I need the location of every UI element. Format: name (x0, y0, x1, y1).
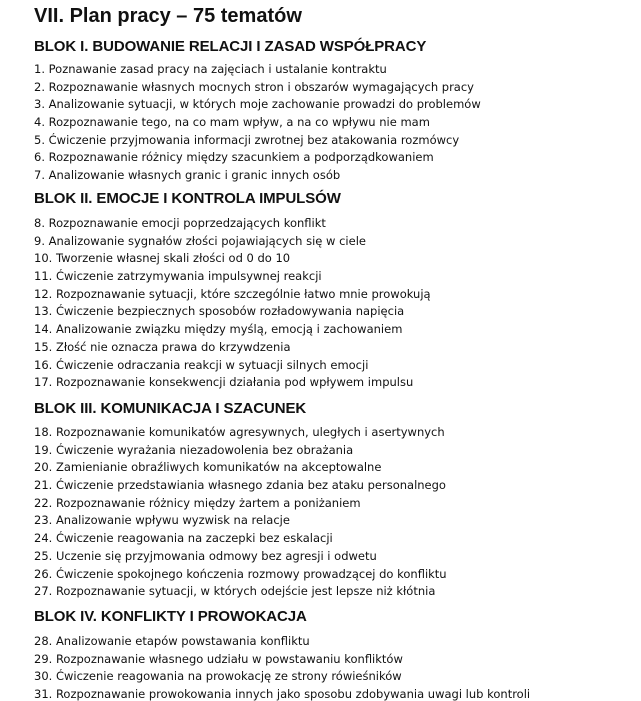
topic-item-29: 29. Rozpoznawanie własnego udziału w powstawaniu konfliktów (34, 651, 403, 666)
block-2-topic-list (34, 215, 431, 392)
topic-item-7: 7. Analizowanie własnych granic i granic innych osób (34, 168, 341, 183)
topic-item-30: 30. Ćwiczenie reagowania na prowokację ze strony rówieśników (34, 669, 402, 684)
block-2-heading: BLOK II. EMOCJE I KONTROLA IMPULSÓW (34, 190, 341, 207)
topic-item-1: 1. Poznawanie zasad pracy na zajęciach i ustalanie kontraktu (34, 62, 387, 76)
topic-item-25: 25. Uczenie się przyjmowania odmowy bez agresji i odwetu (34, 548, 377, 563)
topic-item-27: 27. Rozpoznawanie sytuacji, w których odejście jest lepsze niż kłótnia (34, 584, 436, 599)
topic-item-12: 12. Rozpoznawanie sytuacji, które szczególnie łatwo mnie prowokują (34, 286, 431, 301)
topic-item-2: 2. Rozpoznawanie własnych mocnych stron i obszarów wymagających pracy (34, 79, 474, 94)
block-4-topic-list (34, 633, 530, 701)
topic-item-16: 16. Ćwiczenie odraczania reakcji w sytuacji silnych emocji (34, 357, 369, 372)
block-3-topic-list (34, 424, 447, 601)
block-4-heading: BLOK IV. KONFLIKTY I PROWOKACJA (34, 608, 307, 625)
topic-item-11: 11. Ćwiczenie zatrzymywania impulsywnej reakcji (34, 269, 322, 284)
block-1-heading: BLOK I. BUDOWANIE RELACJI I ZASAD WSPÓŁPRACY (34, 38, 427, 55)
topic-item-21: 21. Ćwiczenie przedstawiania własnego zdania bez ataku personalnego (34, 478, 446, 493)
topic-item-28: 28. Analizowanie etapów powstawania konfliktu (34, 634, 310, 648)
document-title: VII. Plan pracy – 75 tematów (34, 5, 302, 27)
topic-item-4: 4. Rozpoznawanie tego, na co mam wpływ, a na co wpływu nie mam (34, 115, 430, 130)
topic-item-18: 18. Rozpoznawanie komunikatów agresywnych, uległych i asertywnych (34, 425, 445, 439)
topic-item-23: 23. Analizowanie wpływu wyzwisk na relacje (34, 513, 290, 528)
topic-item-22: 22. Rozpoznawanie różnicy między żartem a poniżaniem (34, 495, 361, 510)
topic-item-9: 9. Analizowanie sygnałów złości pojawiających się w ciele (34, 233, 366, 248)
topic-item-19: 19. Ćwiczenie wyrażania niezadowolenia bez obrażania (34, 442, 354, 457)
topic-item-8: 8. Rozpoznawanie emocji poprzedzających konflikt (34, 216, 326, 230)
topic-item-26: 26. Ćwiczenie spokojnego kończenia rozmowy prowadzącej do konfliktu (34, 566, 447, 581)
topic-item-31: 31. Rozpoznawanie prowokowania innych jako sposobu zdobywania uwagi lub kontroli (34, 687, 531, 701)
block-1-topic-list (34, 61, 481, 185)
topic-item-3: 3. Analizowanie sytuacji, w których moje zachowanie prowadzi do problemów (34, 97, 481, 112)
topic-item-10: 10. Tworzenie własnej skali złości od 0 do 10 (34, 251, 291, 266)
topic-item-17: 17. Rozpoznawanie konsekwencji działania pod wpływem impulsu (34, 375, 414, 390)
topic-item-13: 13. Ćwiczenie bezpiecznych sposobów rozładowywania napięcia (34, 304, 405, 319)
topic-item-15: 15. Złość nie oznacza prawa do krzywdzenia (34, 339, 291, 354)
topic-item-14: 14. Analizowanie związku między myślą, emocją i zachowaniem (34, 322, 403, 337)
topic-item-5: 5. Ćwiczenie przyjmowania informacji zwrotnej bez atakowania rozmówcy (34, 132, 460, 147)
topic-item-24: 24. Ćwiczenie reagowania na zaczepki bez eskalacji (34, 531, 333, 546)
topic-item-20: 20. Zamienianie obraźliwych komunikatów na akceptowalne (34, 460, 382, 475)
block-3-heading: BLOK III. KOMUNIKACJA I SZACUNEK (34, 400, 307, 417)
topic-item-6: 6. Rozpoznawanie różnicy między szacunkiem a podporządkowaniem (34, 150, 434, 165)
